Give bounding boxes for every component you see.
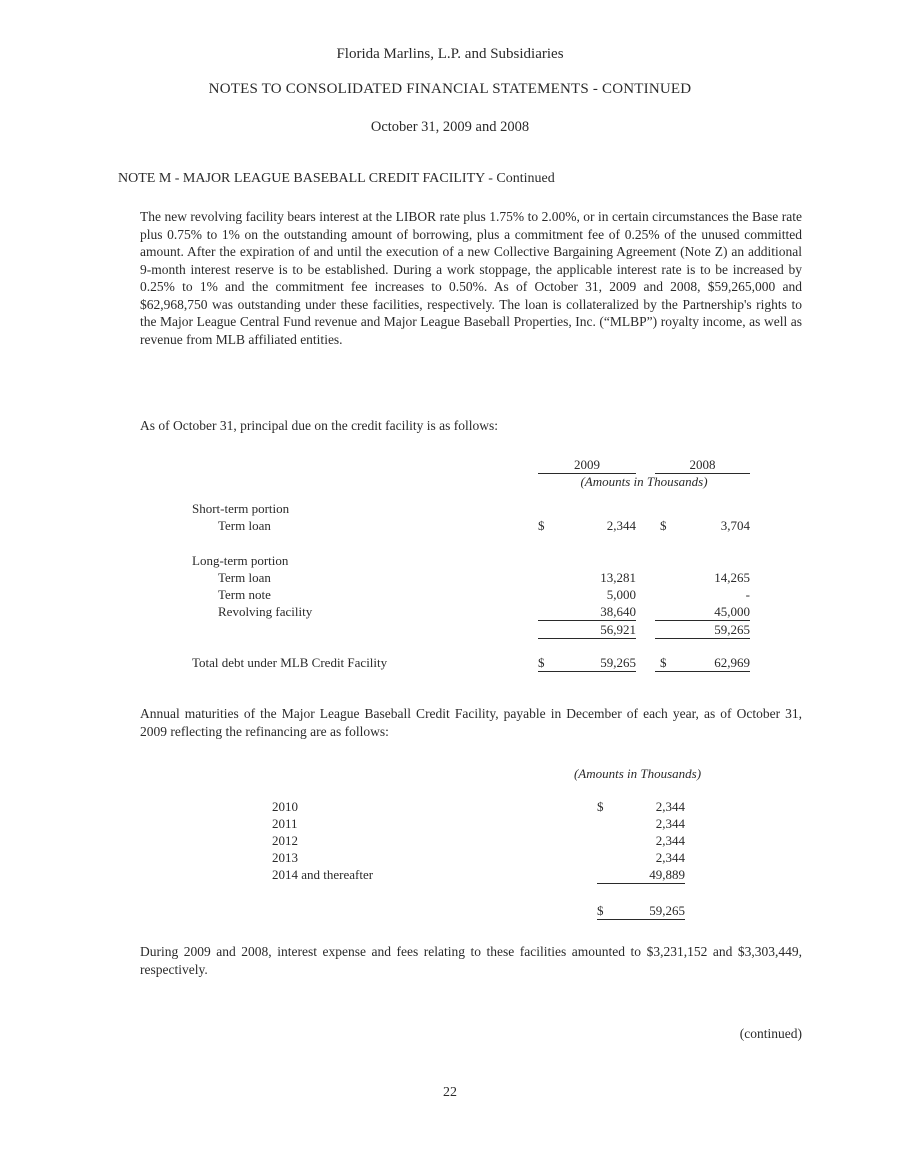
column-header-2008: 2008 <box>655 457 750 474</box>
currency-symbol: $ <box>660 655 667 670</box>
value-2009: 38,640 <box>538 604 636 621</box>
total-2009: 59,265 <box>600 655 636 670</box>
paragraph-maturities-intro: Annual maturities of the Major League Baseball Credit Facility, payable in December of each year, as of October 31, 2009 reflecting the refinancing are as follows: <box>140 706 802 739</box>
year-label: 2013 <box>272 850 298 865</box>
value-2009: 2,344 <box>606 518 636 533</box>
paragraph-interest-expense: During 2009 and 2008, interest expense and fees relating to these facilities amounted to $3,231,152 and $3,303,449, respectively. <box>140 944 802 977</box>
currency-symbol: $ <box>538 518 545 533</box>
total-label: Total debt under MLB Credit Facility <box>192 655 388 670</box>
maturity-total: 59,265 <box>649 903 685 918</box>
paragraph-interest-terms: The new revolving facility bears interest at the LIBOR rate plus 1.75% to 2.00%, or in certain circumstances the Base rate plus 0.75% to 1% on the outstanding amount of borrowing, plus a commitment fee of 0.25% of the unused committed amount. After the expiration of and until the execution of a new Collective Bargaining Agreement (Note Z) an additional 9-month interest reserve is to be established. During a work stoppage, the applicable interest rate is to be increased by 0.25% to 1% and the commitment fee increases to 0.50%. As of October 31, 2009 and 2008, $59,265,000 and $62,968,750 was outstanding under these facilities, respectively. The loan is collateralized by the Partnership's rights to the Major League Central Fund revenue and Major League Baseball Properties, Inc. (“MLBP”) royalty income, as well as revenue from MLB affiliated entities. <box>140 209 802 347</box>
maturity-amount: 2,344 <box>655 850 685 865</box>
maturity-amount: 2,344 <box>655 799 685 814</box>
continued-label: (continued) <box>739 1026 802 1041</box>
row-label: Term loan <box>218 570 271 585</box>
year-label: 2011 <box>272 816 298 831</box>
value-2008: 3,704 <box>720 518 750 533</box>
company-name: Florida Marlins, L.P. and Subsidiaries <box>336 46 564 62</box>
maturity-amount: 2,344 <box>655 816 685 831</box>
currency-symbol: $ <box>538 655 545 670</box>
column-header-2009: 2009 <box>538 457 636 474</box>
value-2008: 14,265 <box>714 570 750 585</box>
units-label: (Amounts in Thousands) <box>580 474 708 489</box>
total-2008: 62,969 <box>714 655 750 670</box>
maturity-amount: 2,344 <box>655 833 685 848</box>
section-heading: NOTE M - MAJOR LEAGUE BASEBALL CREDIT FACILITY - Continued <box>118 171 555 186</box>
maturity-amount: 49,889 <box>597 867 685 884</box>
value-2008: - <box>745 587 750 602</box>
value-2009: 5,000 <box>606 587 636 602</box>
short-term-heading: Short-term portion <box>192 501 290 516</box>
statement-date: October 31, 2009 and 2008 <box>370 119 530 135</box>
row-label: Term note <box>218 587 271 602</box>
subtotal-2008: 59,265 <box>655 622 750 639</box>
row-label: Term loan <box>218 518 271 533</box>
currency-symbol: $ <box>597 799 604 814</box>
year-label: 2014 and thereafter <box>272 867 374 882</box>
row-label: Revolving facility <box>218 604 313 619</box>
paragraph-principal-intro: As of October 31, principal due on the credit facility is as follows: <box>140 418 499 433</box>
currency-symbol: $ <box>597 903 604 918</box>
units-label: (Amounts in Thousands) <box>573 766 702 781</box>
year-label: 2012 <box>272 833 298 848</box>
subtotal-2009: 56,921 <box>538 622 636 639</box>
currency-symbol: $ <box>660 518 667 533</box>
value-2008: 45,000 <box>655 604 750 621</box>
document-title: NOTES TO CONSOLIDATED FINANCIAL STATEMENTS - CONTINUED <box>208 81 692 97</box>
value-2009: 13,281 <box>600 570 636 585</box>
long-term-heading: Long-term portion <box>192 553 289 568</box>
page-number: 22 <box>443 1085 457 1100</box>
year-label: 2010 <box>272 799 298 814</box>
